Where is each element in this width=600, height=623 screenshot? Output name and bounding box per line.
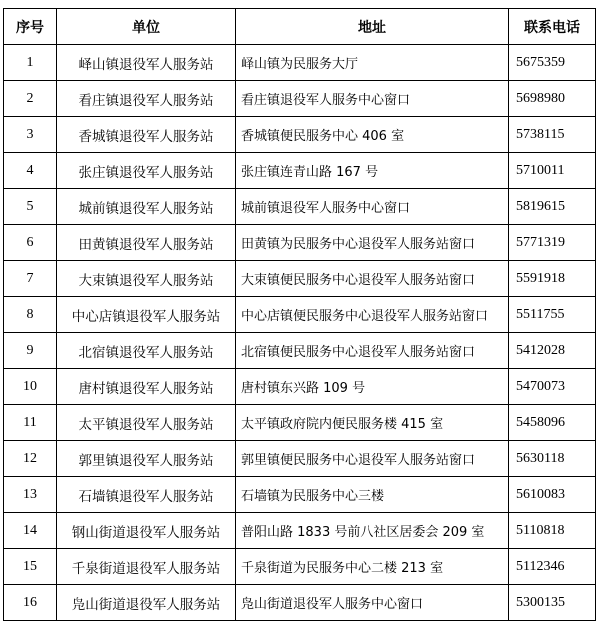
- cell-address: 太平镇政府院内便民服务楼 415 室: [236, 405, 509, 441]
- cell-phone: 5458096: [509, 405, 596, 441]
- cell-address: 香城镇便民服务中心 406 室: [236, 117, 509, 153]
- table-row: [4, 369, 596, 405]
- cell-no: 14: [4, 513, 57, 549]
- table-row: [4, 81, 596, 117]
- cell-no: 5: [4, 189, 57, 225]
- cell-unit: 香城镇退役军人服务站: [57, 117, 236, 153]
- cell-no: 16: [4, 585, 57, 621]
- cell-unit: 唐村镇退役军人服务站: [57, 369, 236, 405]
- table-row: [4, 441, 596, 477]
- cell-address: 凫山街道退役军人服务中心窗口: [236, 585, 509, 621]
- cell-address: 郭里镇便民服务中心退役军人服务站窗口: [236, 441, 509, 477]
- cell-phone: 5698980: [509, 81, 596, 117]
- cell-address: 北宿镇便民服务中心退役军人服务站窗口: [236, 333, 509, 369]
- table-row: [4, 225, 596, 261]
- cell-address: 普阳山路 1833 号前八社区居委会 209 室: [236, 513, 509, 549]
- service-station-table-container: [3, 8, 596, 621]
- table-row: [4, 261, 596, 297]
- cell-phone: 5511755: [509, 297, 596, 333]
- cell-no: 12: [4, 441, 57, 477]
- cell-unit: 北宿镇退役军人服务站: [57, 333, 236, 369]
- cell-no: 11: [4, 405, 57, 441]
- cell-address: 峄山镇为民服务大厅: [236, 45, 509, 81]
- cell-phone: 5112346: [509, 549, 596, 585]
- cell-phone: 5630118: [509, 441, 596, 477]
- cell-address: 田黄镇为民服务中心退役军人服务站窗口: [236, 225, 509, 261]
- cell-phone: 5738115: [509, 117, 596, 153]
- cell-no: 2: [4, 81, 57, 117]
- cell-phone: 5819615: [509, 189, 596, 225]
- table-row: [4, 405, 596, 441]
- cell-phone: 5675359: [509, 45, 596, 81]
- cell-unit: 大束镇退役军人服务站: [57, 261, 236, 297]
- header-unit: 单位: [57, 9, 236, 45]
- table-row: [4, 117, 596, 153]
- cell-address: 千泉街道为民服务中心二楼 213 室: [236, 549, 509, 585]
- table-row: [4, 297, 596, 333]
- table-row: [4, 549, 596, 585]
- cell-no: 13: [4, 477, 57, 513]
- cell-phone: 5300135: [509, 585, 596, 621]
- cell-unit: 中心店镇退役军人服务站: [57, 297, 236, 333]
- cell-no: 8: [4, 297, 57, 333]
- cell-no: 10: [4, 369, 57, 405]
- cell-unit: 钢山街道退役军人服务站: [57, 513, 236, 549]
- cell-address: 唐村镇东兴路 109 号: [236, 369, 509, 405]
- cell-address: 张庄镇连青山路 167 号: [236, 153, 509, 189]
- cell-address: 大束镇便民服务中心退役军人服务站窗口: [236, 261, 509, 297]
- table-header-row: [4, 9, 596, 45]
- cell-phone: 5591918: [509, 261, 596, 297]
- cell-unit: 田黄镇退役军人服务站: [57, 225, 236, 261]
- table-row: [4, 153, 596, 189]
- cell-unit: 太平镇退役军人服务站: [57, 405, 236, 441]
- cell-no: 1: [4, 45, 57, 81]
- header-address: 地址: [236, 9, 509, 45]
- table-row: [4, 477, 596, 513]
- service-station-table: [3, 8, 596, 621]
- cell-phone: 5710011: [509, 153, 596, 189]
- table-row: [4, 513, 596, 549]
- cell-unit: 凫山街道退役军人服务站: [57, 585, 236, 621]
- cell-unit: 峄山镇退役军人服务站: [57, 45, 236, 81]
- cell-address: 石墙镇为民服务中心三楼: [236, 477, 509, 513]
- cell-phone: 5771319: [509, 225, 596, 261]
- cell-unit: 城前镇退役军人服务站: [57, 189, 236, 225]
- cell-address: 城前镇退役军人服务中心窗口: [236, 189, 509, 225]
- header-no: 序号: [4, 9, 57, 45]
- cell-unit: 石墙镇退役军人服务站: [57, 477, 236, 513]
- cell-phone: 5412028: [509, 333, 596, 369]
- cell-no: 15: [4, 549, 57, 585]
- table-row: [4, 585, 596, 621]
- table-row: [4, 333, 596, 369]
- cell-phone: 5110818: [509, 513, 596, 549]
- cell-no: 7: [4, 261, 57, 297]
- cell-no: 9: [4, 333, 57, 369]
- cell-unit: 千泉街道退役军人服务站: [57, 549, 236, 585]
- cell-phone: 5470073: [509, 369, 596, 405]
- cell-no: 4: [4, 153, 57, 189]
- cell-address: 中心店镇便民服务中心退役军人服务站窗口: [236, 297, 509, 333]
- cell-unit: 郭里镇退役军人服务站: [57, 441, 236, 477]
- cell-address: 看庄镇退役军人服务中心窗口: [236, 81, 509, 117]
- header-phone: 联系电话: [509, 9, 596, 45]
- cell-no: 3: [4, 117, 57, 153]
- cell-unit: 看庄镇退役军人服务站: [57, 81, 236, 117]
- table-row: [4, 45, 596, 81]
- table-row: [4, 189, 596, 225]
- cell-no: 6: [4, 225, 57, 261]
- table-body: [4, 45, 596, 621]
- cell-phone: 5610083: [509, 477, 596, 513]
- cell-unit: 张庄镇退役军人服务站: [57, 153, 236, 189]
